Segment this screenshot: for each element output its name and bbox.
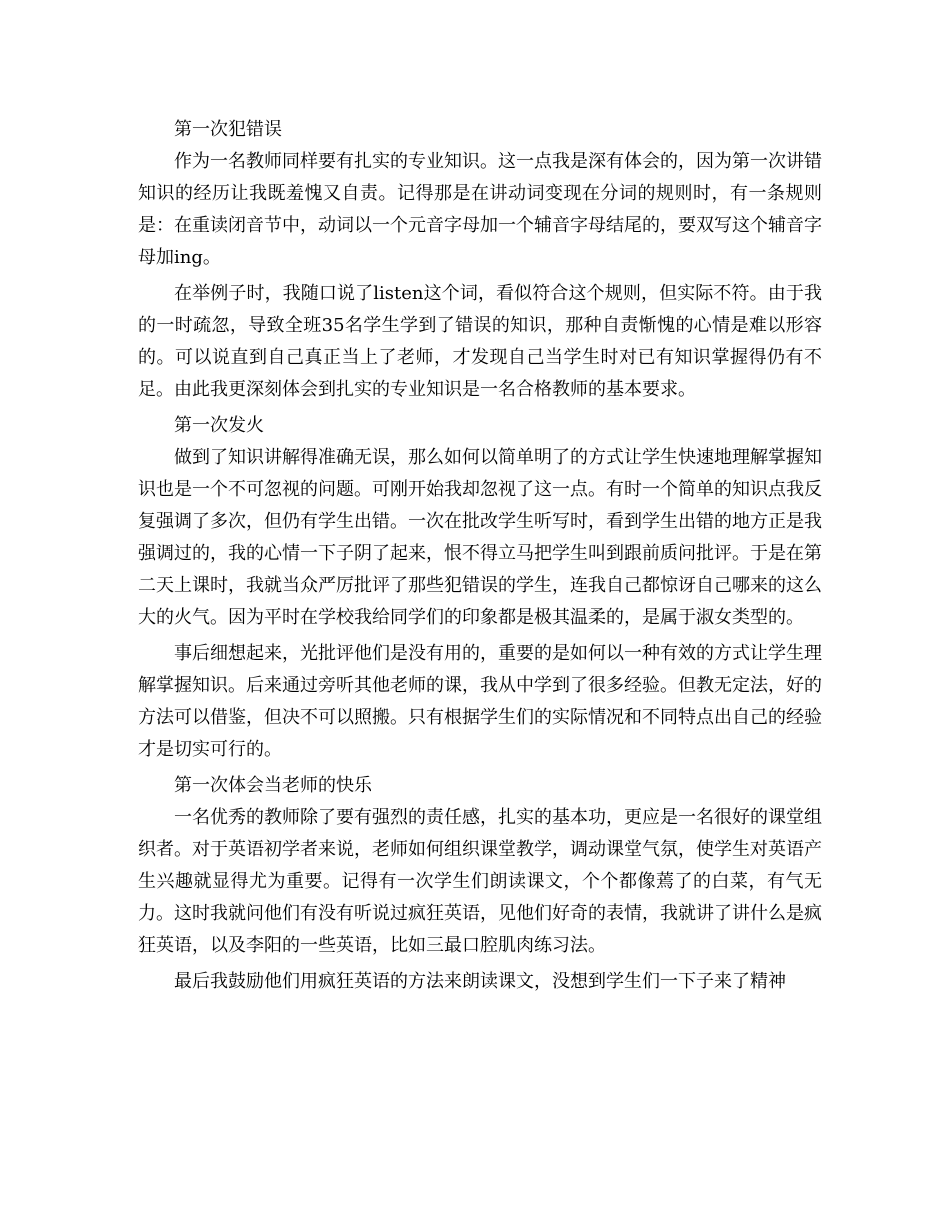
paragraph: 事后细想起来，光批评他们是没有用的，重要的是如何以一种有效的方式让学生理解掌握知识。后来通过旁听其他老师的课，我从中学到了很多经验。但教无定法，好的方法可以借鉴，但决不可以照搬。只有根据学生们的实际情况和不同特点出自己的经验才是切实可行的。 xyxy=(138,643,822,760)
paragraph: 在举例子时，我随口说了listen这个词，看似符合这个规则，但实际不符。由于我的一时疏忽，导致全班35名学生学到了错误的知识，那种自责惭愧的心情是难以形容的。可以说直到自己真正当上了老师，才发现自己当学生时对已有知识掌握得仍有不足。由此我更深刻体会到扎实的专业知识是一名合格教师的基本要求。 xyxy=(138,283,822,400)
section-heading-first-mistake: 第一次犯错误 xyxy=(174,119,282,140)
section-heading-first-joy: 第一次体会当老师的快乐 xyxy=(174,775,372,796)
section-heading-first-anger: 第一次发火 xyxy=(174,415,264,436)
paragraph: 一名优秀的教师除了要有强烈的责任感，扎实的基本功，更应是一名很好的课堂组织者。对于英语初学者来说，老师如何组织课堂教学，调动课堂气氛，使学生对英语产生兴趣就显得尤为重要。记得有一次学生们朗读课文，个个都像蔫了的白菜，有气无力。这时我就问他们有没有听说过疯狂英语，见他们好奇的表情，我就讲了讲什么是疯狂英语，以及李阳的一些英语，比如三最口腔肌肉练习法。 xyxy=(138,807,822,956)
paragraph: 最后我鼓励他们用疯狂英语的方法来朗读课文，没想到学生们一下子来了精神 xyxy=(174,971,786,992)
paragraph: 做到了知识讲解得准确无误，那么如何以简单明了的方式让学生快速地理解掌握知识也是一个不可忽视的问题。可刚开始我却忽视了这一点。有时一个简单的知识点我反复强调了多次，但仍有学生出错。一次在批改学生听写时，看到学生出错的地方正是我强调过的，我的心情一下子阴了起来，恨不得立马把学生叫到跟前质问批评。于是在第二天上课时，我就当众严厉批评了那些犯错误的学生，连我自己都惊讶自己哪来的这么大的火气。因为平时在学校我给同学们的印象都是极其温柔的，是属于淑女类型的。 xyxy=(138,447,822,628)
document-page xyxy=(138,114,822,998)
paragraph: 作为一名教师同样要有扎实的专业知识。这一点我是深有体会的，因为第一次讲错知识的经历让我既羞愧又自责。记得那是在讲动词变现在分词的规则时，有一条规则是：在重读闭音节中，动词以一个元音字母加一个辅音字母结尾的，要双写这个辅音字母加ing。 xyxy=(138,151,822,268)
